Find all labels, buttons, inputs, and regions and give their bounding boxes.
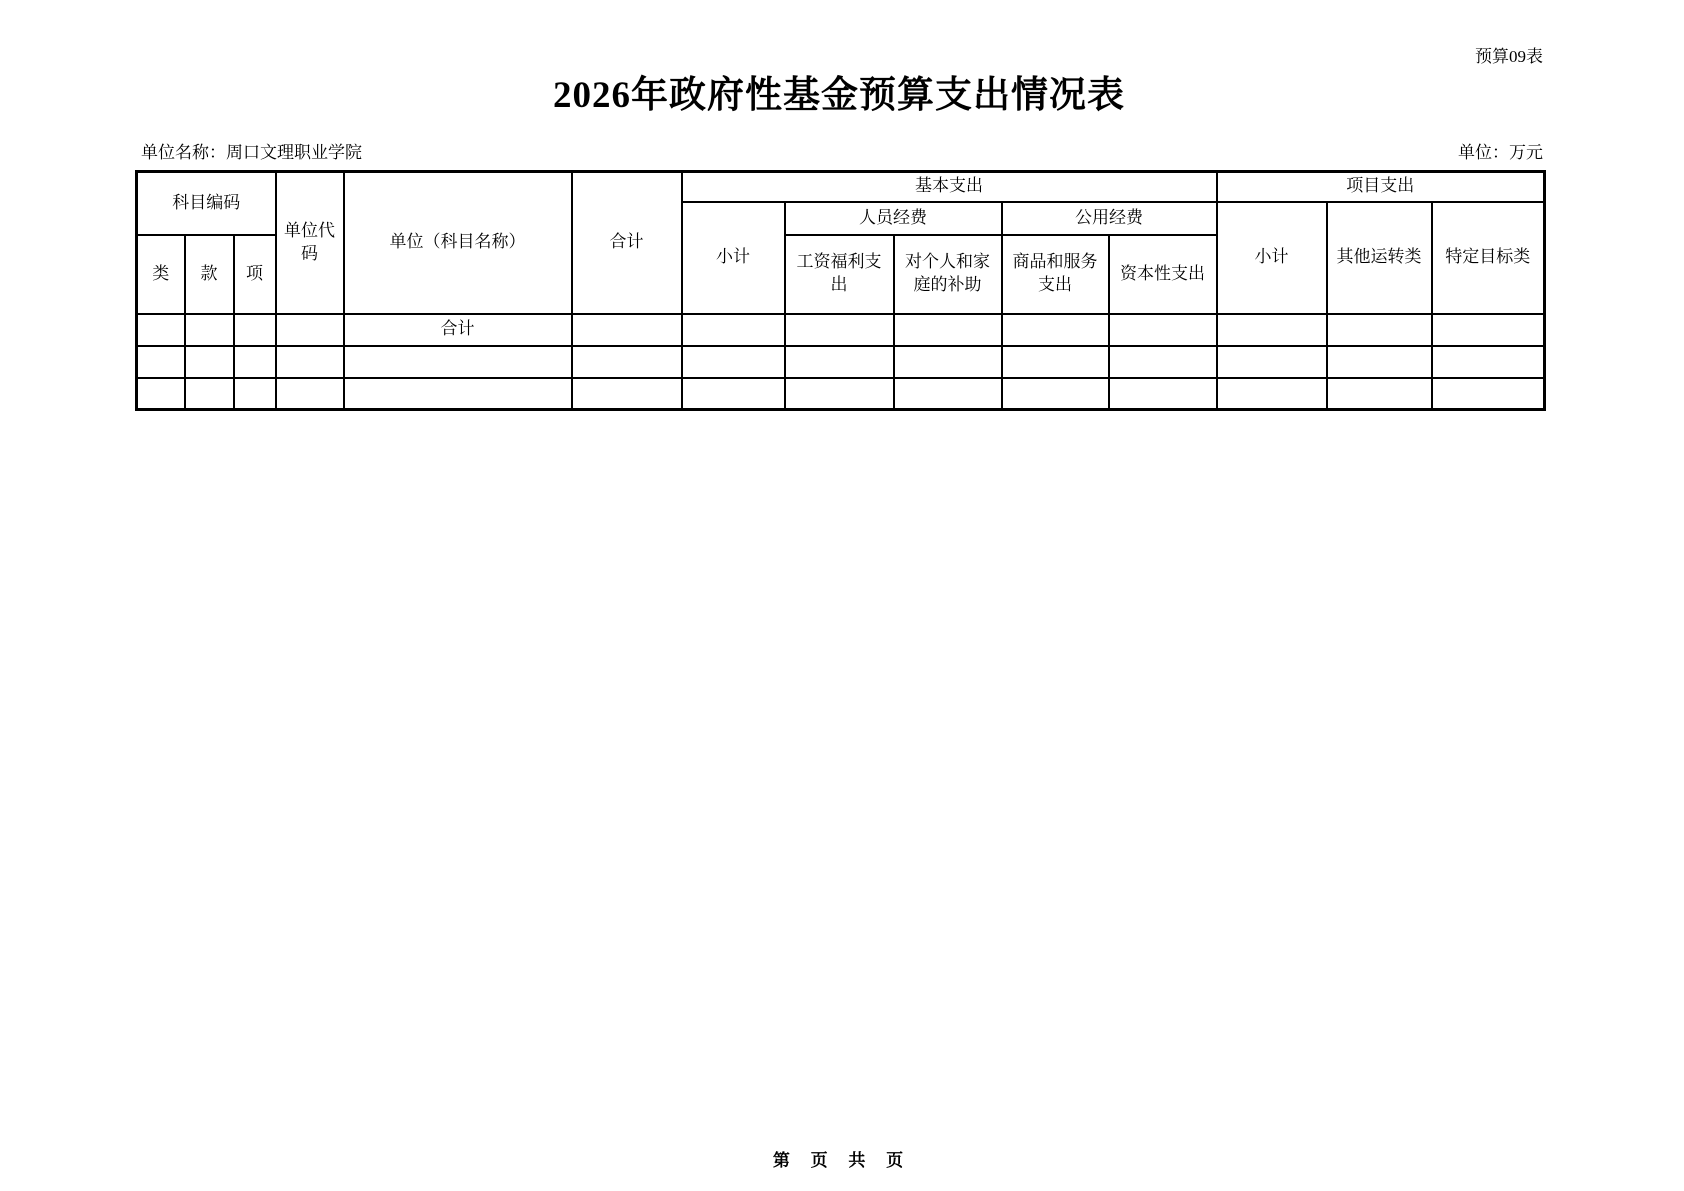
cell-basic-subtotal — [682, 378, 785, 410]
cell-section — [185, 314, 234, 346]
unit-name-value: 周口文理职业学院 — [226, 143, 362, 162]
cell-item — [234, 346, 276, 378]
cell-individual-family-subsidy — [894, 314, 1002, 346]
cell-category — [137, 346, 185, 378]
cell-category — [137, 378, 185, 410]
header-capital-expenditure: 资本性支出 — [1109, 235, 1217, 314]
cell-basic-subtotal — [682, 346, 785, 378]
form-number-label: 预算09表 — [1475, 47, 1543, 66]
header-unit-code: 单位代码 — [276, 172, 344, 314]
header-subject-code: 科目编码 — [137, 172, 276, 235]
cell-wage-welfare — [785, 314, 894, 346]
header-project-subtotal: 小计 — [1217, 202, 1327, 314]
page-footer: 第 页 共 页 — [772, 1151, 906, 1170]
header-wage-welfare: 工资福利支出 — [785, 235, 894, 314]
cell-section — [185, 346, 234, 378]
unit-of-measure — [1458, 138, 1543, 163]
meta-row — [135, 138, 1543, 164]
table-row-total — [137, 314, 1545, 346]
cell-unit-code — [276, 314, 344, 346]
budget-table — [135, 170, 1546, 411]
cell-project-subtotal — [1217, 378, 1327, 410]
cell-unit-code — [276, 346, 344, 378]
table-row — [137, 346, 1545, 378]
cell-unit-subject-name: 合计 — [344, 314, 572, 346]
cell-total — [572, 346, 682, 378]
cell-project-subtotal — [1217, 314, 1327, 346]
unit-name-label: 单位名称： — [141, 143, 226, 162]
header-item: 项 — [234, 235, 276, 314]
header-other-operating: 其他运转类 — [1327, 202, 1432, 314]
header-specific-target: 特定目标类 — [1432, 202, 1545, 314]
cell-capital-expenditure — [1109, 314, 1217, 346]
header-goods-services: 商品和服务支出 — [1002, 235, 1109, 314]
unit-of-measure-value: 万元 — [1509, 143, 1543, 162]
cell-section — [185, 378, 234, 410]
cell-goods-services — [1002, 346, 1109, 378]
header-basic-expenditure: 基本支出 — [682, 172, 1217, 202]
table-row — [137, 378, 1545, 410]
cell-item — [234, 314, 276, 346]
header-project-expenditure: 项目支出 — [1217, 172, 1545, 202]
cell-project-subtotal — [1217, 346, 1327, 378]
cell-capital-expenditure — [1109, 346, 1217, 378]
cell-unit-subject-name — [344, 346, 572, 378]
header-personnel-funds: 人员经费 — [785, 202, 1002, 235]
header-basic-subtotal: 小计 — [682, 202, 785, 314]
header-public-funds: 公用经费 — [1002, 202, 1217, 235]
header-category: 类 — [137, 235, 185, 314]
header-section: 款 — [185, 235, 234, 314]
cell-unit-subject-name — [344, 378, 572, 410]
header-individual-family-subsidy: 对个人和家庭的补助 — [894, 235, 1002, 314]
cell-goods-services — [1002, 314, 1109, 346]
cell-specific-target — [1432, 378, 1545, 410]
cell-capital-expenditure — [1109, 378, 1217, 410]
cell-total — [572, 378, 682, 410]
cell-goods-services — [1002, 378, 1109, 410]
cell-category — [137, 314, 185, 346]
unit-name — [141, 138, 362, 163]
cell-other-operating — [1327, 378, 1432, 410]
cell-individual-family-subsidy — [894, 346, 1002, 378]
cell-other-operating — [1327, 314, 1432, 346]
unit-of-measure-label: 单位： — [1458, 143, 1509, 162]
cell-individual-family-subsidy — [894, 378, 1002, 410]
header-total: 合计 — [572, 172, 682, 314]
cell-specific-target — [1432, 314, 1545, 346]
header-unit-subject-name: 单位（科目名称） — [344, 172, 572, 314]
page-title: 2026年政府性基金预算支出情况表 — [553, 75, 1125, 116]
cell-specific-target — [1432, 346, 1545, 378]
cell-item — [234, 378, 276, 410]
cell-basic-subtotal — [682, 314, 785, 346]
cell-wage-welfare — [785, 378, 894, 410]
cell-total — [572, 314, 682, 346]
cell-unit-code — [276, 378, 344, 410]
cell-other-operating — [1327, 346, 1432, 378]
cell-wage-welfare — [785, 346, 894, 378]
